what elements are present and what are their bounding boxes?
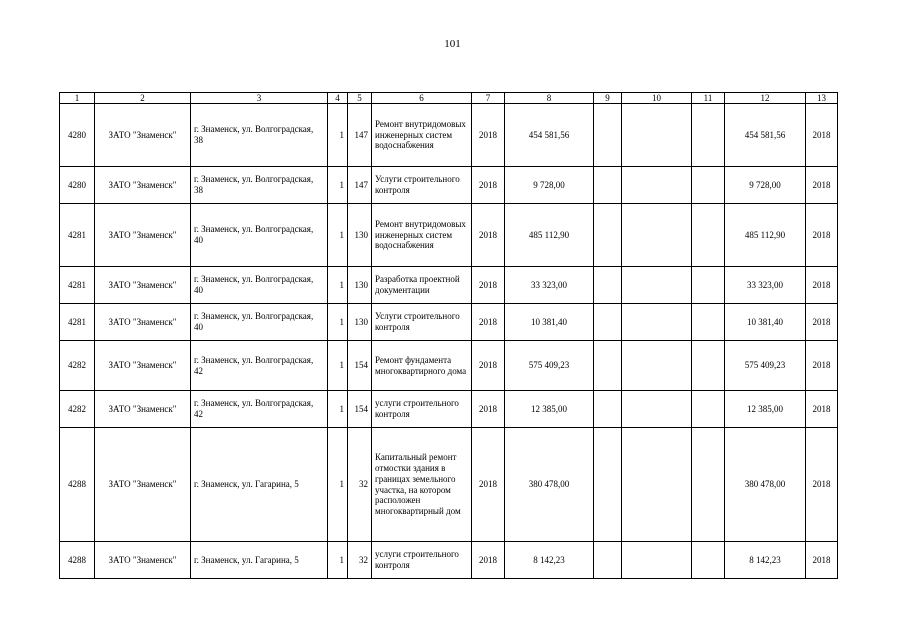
cell-address: г. Знаменск, ул. Гагарина, 5 — [191, 542, 328, 579]
cell-col11 — [692, 341, 725, 391]
column-header: 8 — [505, 93, 594, 104]
cell-col9 — [594, 267, 622, 304]
cell-total: 485 112,90 — [725, 204, 806, 267]
cell-amount: 575 409,23 — [505, 341, 594, 391]
cell-address: г. Знаменск, ул. Гагарина, 5 — [191, 428, 328, 542]
cell-col9 — [594, 167, 622, 204]
cell-work-type: Капитальный ремонт отмостки здания в границах земельного участка, на котором расположен многоквартирный дом — [372, 428, 472, 542]
cell-col5: 130 — [348, 304, 372, 341]
cell-address: г. Знаменск, ул. Волгоградская, 40 — [191, 204, 328, 267]
cell-year: 2018 — [472, 542, 505, 579]
cell-amount: 12 385,00 — [505, 391, 594, 428]
cell-id: 4288 — [60, 428, 95, 542]
cell-year: 2018 — [472, 304, 505, 341]
cell-col9 — [594, 204, 622, 267]
cell-year: 2018 — [472, 204, 505, 267]
column-header: 3 — [191, 93, 328, 104]
cell-year-end: 2018 — [806, 104, 838, 167]
cell-col10 — [622, 304, 692, 341]
cell-organization: ЗАТО "Знаменск" — [95, 428, 191, 542]
cell-year-end: 2018 — [806, 428, 838, 542]
table-row — [60, 104, 838, 167]
cell-amount: 380 478,00 — [505, 428, 594, 542]
cell-col5: 130 — [348, 204, 372, 267]
cell-total: 10 381,40 — [725, 304, 806, 341]
cell-id: 4281 — [60, 304, 95, 341]
cell-col9 — [594, 391, 622, 428]
header-row — [60, 93, 838, 104]
cell-work-type: Ремонт внутридомовых инженерных систем водоснабжения — [372, 104, 472, 167]
table-row — [60, 428, 838, 542]
cell-organization: ЗАТО "Знаменск" — [95, 267, 191, 304]
cell-amount: 454 581,56 — [505, 104, 594, 167]
table-row — [60, 204, 838, 267]
table-row — [60, 542, 838, 579]
cell-work-type: Ремонт фундамента многоквартирного дома — [372, 341, 472, 391]
cell-year-end: 2018 — [806, 204, 838, 267]
cell-col4: 1 — [328, 304, 348, 341]
cell-organization: ЗАТО "Знаменск" — [95, 104, 191, 167]
cell-year: 2018 — [472, 167, 505, 204]
cell-work-type: услуги строительного контроля — [372, 391, 472, 428]
cell-col11 — [692, 104, 725, 167]
cell-year: 2018 — [472, 428, 505, 542]
cell-id: 4288 — [60, 542, 95, 579]
cell-total: 575 409,23 — [725, 341, 806, 391]
cell-col9 — [594, 304, 622, 341]
cell-work-type: Услуги строительного контроля — [372, 167, 472, 204]
column-header: 7 — [472, 93, 505, 104]
column-header: 2 — [95, 93, 191, 104]
cell-col4: 1 — [328, 267, 348, 304]
cell-id: 4280 — [60, 167, 95, 204]
cell-address: г. Знаменск, ул. Волгоградская, 42 — [191, 391, 328, 428]
cell-col10 — [622, 428, 692, 542]
table-row — [60, 304, 838, 341]
cell-total: 12 385,00 — [725, 391, 806, 428]
cell-amount: 485 112,90 — [505, 204, 594, 267]
cell-year: 2018 — [472, 267, 505, 304]
cell-address: г. Знаменск, ул. Волгоградская, 40 — [191, 304, 328, 341]
cell-work-type: Ремонт внутридомовых инженерных систем водоснабжения — [372, 204, 472, 267]
cell-address: г. Знаменск, ул. Волгоградская, 42 — [191, 341, 328, 391]
cell-col4: 1 — [328, 542, 348, 579]
table-row — [60, 341, 838, 391]
cell-year-end: 2018 — [806, 167, 838, 204]
table-row — [60, 167, 838, 204]
cell-col9 — [594, 341, 622, 391]
cell-col10 — [622, 104, 692, 167]
cell-organization: ЗАТО "Знаменск" — [95, 167, 191, 204]
cell-address: г. Знаменск, ул. Волгоградская, 38 — [191, 104, 328, 167]
cell-col4: 1 — [328, 204, 348, 267]
cell-id: 4280 — [60, 104, 95, 167]
column-header: 1 — [60, 93, 95, 104]
cell-amount: 10 381,40 — [505, 304, 594, 341]
cell-total: 8 142,23 — [725, 542, 806, 579]
cell-col11 — [692, 542, 725, 579]
cell-col5: 32 — [348, 542, 372, 579]
cell-col4: 1 — [328, 391, 348, 428]
cell-col5: 154 — [348, 391, 372, 428]
data-table — [59, 92, 838, 579]
cell-year-end: 2018 — [806, 304, 838, 341]
cell-col11 — [692, 428, 725, 542]
cell-col9 — [594, 542, 622, 579]
cell-work-type: Разработка проектной документации — [372, 267, 472, 304]
cell-total: 9 728,00 — [725, 167, 806, 204]
cell-col10 — [622, 204, 692, 267]
cell-year: 2018 — [472, 391, 505, 428]
cell-work-type: услуги строительного контроля — [372, 542, 472, 579]
table-row — [60, 391, 838, 428]
page-number: 101 — [444, 38, 461, 50]
cell-address: г. Знаменск, ул. Волгоградская, 38 — [191, 167, 328, 204]
cell-col10 — [622, 267, 692, 304]
cell-col10 — [622, 542, 692, 579]
cell-organization: ЗАТО "Знаменск" — [95, 542, 191, 579]
cell-id: 4282 — [60, 341, 95, 391]
column-header: 10 — [622, 93, 692, 104]
column-header: 4 — [328, 93, 348, 104]
cell-address: г. Знаменск, ул. Волгоградская, 40 — [191, 267, 328, 304]
cell-col5: 147 — [348, 104, 372, 167]
cell-year-end: 2018 — [806, 341, 838, 391]
cell-id: 4281 — [60, 267, 95, 304]
cell-col11 — [692, 267, 725, 304]
cell-organization: ЗАТО "Знаменск" — [95, 204, 191, 267]
cell-col5: 32 — [348, 428, 372, 542]
cell-col4: 1 — [328, 167, 348, 204]
cell-col10 — [622, 341, 692, 391]
cell-work-type: Услуги строительного контроля — [372, 304, 472, 341]
cell-amount: 33 323,00 — [505, 267, 594, 304]
cell-col11 — [692, 204, 725, 267]
cell-col5: 130 — [348, 267, 372, 304]
cell-col11 — [692, 167, 725, 204]
cell-col9 — [594, 104, 622, 167]
cell-year-end: 2018 — [806, 267, 838, 304]
cell-amount: 9 728,00 — [505, 167, 594, 204]
cell-total: 33 323,00 — [725, 267, 806, 304]
cell-id: 4282 — [60, 391, 95, 428]
column-header: 12 — [725, 93, 806, 104]
column-header: 13 — [806, 93, 838, 104]
cell-organization: ЗАТО "Знаменск" — [95, 391, 191, 428]
cell-col9 — [594, 428, 622, 542]
column-header: 5 — [348, 93, 372, 104]
cell-col11 — [692, 304, 725, 341]
cell-year: 2018 — [472, 341, 505, 391]
cell-col10 — [622, 167, 692, 204]
cell-col10 — [622, 391, 692, 428]
cell-col5: 147 — [348, 167, 372, 204]
cell-col5: 154 — [348, 341, 372, 391]
column-header: 6 — [372, 93, 472, 104]
cell-col4: 1 — [328, 104, 348, 167]
cell-total: 454 581,56 — [725, 104, 806, 167]
cell-col4: 1 — [328, 428, 348, 542]
cell-organization: ЗАТО "Знаменск" — [95, 341, 191, 391]
cell-year: 2018 — [472, 104, 505, 167]
table-row — [60, 267, 838, 304]
cell-year-end: 2018 — [806, 391, 838, 428]
cell-year-end: 2018 — [806, 542, 838, 579]
cell-total: 380 478,00 — [725, 428, 806, 542]
column-header: 11 — [692, 93, 725, 104]
cell-col11 — [692, 391, 725, 428]
cell-organization: ЗАТО "Знаменск" — [95, 304, 191, 341]
cell-id: 4281 — [60, 204, 95, 267]
cell-col4: 1 — [328, 341, 348, 391]
column-header: 9 — [594, 93, 622, 104]
cell-amount: 8 142,23 — [505, 542, 594, 579]
